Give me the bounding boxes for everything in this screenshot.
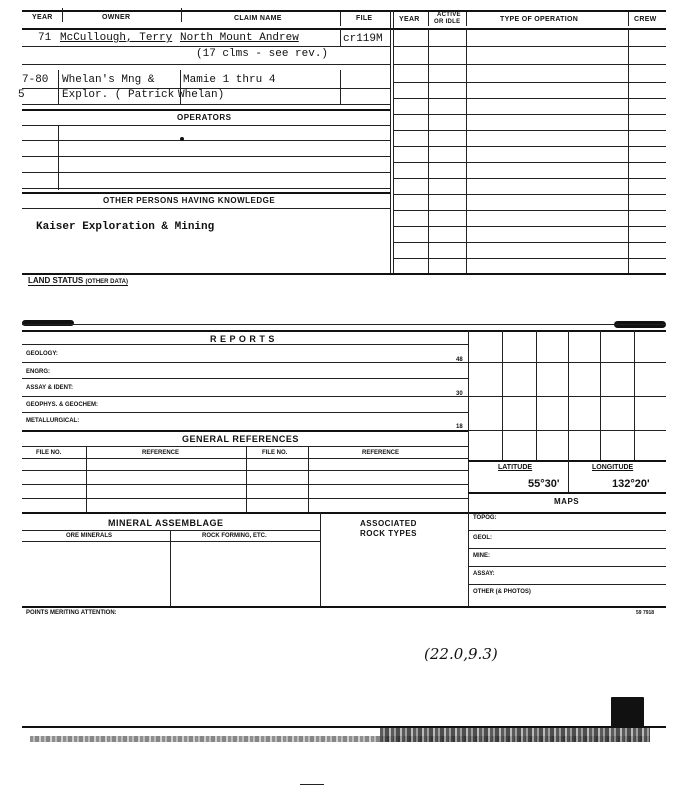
map-mine: MINE:	[473, 553, 490, 559]
owner-row-4-owner: Explor. ( Patrick	[62, 89, 175, 101]
map-geol: GEOL:	[473, 535, 492, 541]
report-geology-label: GEOLOGY:	[26, 351, 58, 357]
header-or-idle: OR IDLE	[434, 19, 461, 25]
owner-row-1-file: cr119M	[343, 33, 383, 45]
report-geophys-label: GEOPHYS. & GEOCHEM:	[26, 402, 99, 408]
owner-row-1-claim: North Mount Andrew	[180, 32, 299, 44]
owner-row-1-year: 71	[38, 32, 52, 44]
report-engrg-label: ENGRG:	[26, 369, 50, 375]
points-meriting-label: POINTS MERITING ATTENTION:	[26, 610, 117, 616]
general-references-title: GENERAL REFERENCES	[182, 434, 299, 444]
latitude-value: 55°30'	[528, 478, 560, 490]
reports-title: R E P O R T S	[210, 334, 275, 344]
header-year-2: YEAR	[399, 16, 420, 23]
longitude-value: 132°20'	[612, 478, 650, 490]
report-assay-label: ASSAY & IDENT:	[26, 385, 74, 391]
owner-row-4-claim: Whelan)	[178, 89, 225, 101]
land-status-title: LAND STATUS	[28, 276, 84, 285]
rock-forming-label: ROCK FORMING, ETC.	[202, 533, 267, 539]
genref-file-no-2: FILE NO.	[262, 450, 288, 456]
land-status-sub: (OTHER DATA)	[85, 279, 128, 285]
longitude-label: LONGITUDE	[592, 464, 634, 471]
genref-file-no-1: FILE NO.	[36, 450, 62, 456]
map-assay: ASSAY:	[473, 571, 495, 577]
black-square-mark	[611, 697, 644, 727]
owner-row-4-year: 5	[18, 89, 25, 101]
header-owner: OWNER	[102, 14, 131, 21]
handwritten-number: (22.0,9.3)	[424, 645, 498, 663]
latitude-label: LATITUDE	[498, 464, 533, 471]
owner-row-1-owner: McCullough, Terry	[60, 32, 173, 44]
form-number: 59 7918	[636, 610, 655, 616]
associated-label-2: ROCK TYPES	[360, 529, 418, 538]
operators-title: OPERATORS	[177, 113, 232, 122]
owner-row-2-claim-note: (17 clms - see rev.)	[196, 48, 329, 60]
land-status-label	[28, 276, 128, 286]
owner-row-3-owner: Whelan's Mng &	[62, 74, 155, 86]
ore-minerals-label: ORE MINERALS	[66, 533, 113, 539]
header-file: FILE	[356, 15, 373, 22]
owner-row-3-claim: Mamie 1 thru 4	[183, 74, 276, 86]
owner-row-3-year: 7-80	[22, 74, 49, 86]
map-topog: TOPOG:	[473, 515, 497, 521]
header-crew: CREW	[634, 16, 657, 23]
mineral-assemblage-title: MINERAL ASSEMBLAGE	[108, 518, 224, 528]
genref-reference-1: REFERENCE	[142, 450, 180, 456]
report-metallurgical-label: METALLURGICAL:	[26, 418, 80, 424]
report-assay-num: 30	[456, 391, 463, 397]
header-active: ACTIVE	[437, 12, 461, 18]
maps-title: MAPS	[554, 497, 580, 506]
report-geology-num: 48	[456, 357, 463, 363]
header-year: YEAR	[32, 14, 53, 21]
other-persons-title: OTHER PERSONS HAVING KNOWLEDGE	[103, 196, 276, 205]
header-claim-name: CLAIM NAME	[234, 15, 282, 22]
associated-label-1: ASSOCIATED	[360, 519, 417, 528]
header-type-of-operation: TYPE OF OPERATION	[500, 16, 579, 23]
other-person-1: Kaiser Exploration & Mining	[36, 221, 215, 233]
map-other: OTHER (& PHOTOS)	[473, 589, 531, 595]
genref-reference-2: REFERENCE	[362, 450, 400, 456]
report-metallurgical-num: 18	[456, 424, 463, 430]
